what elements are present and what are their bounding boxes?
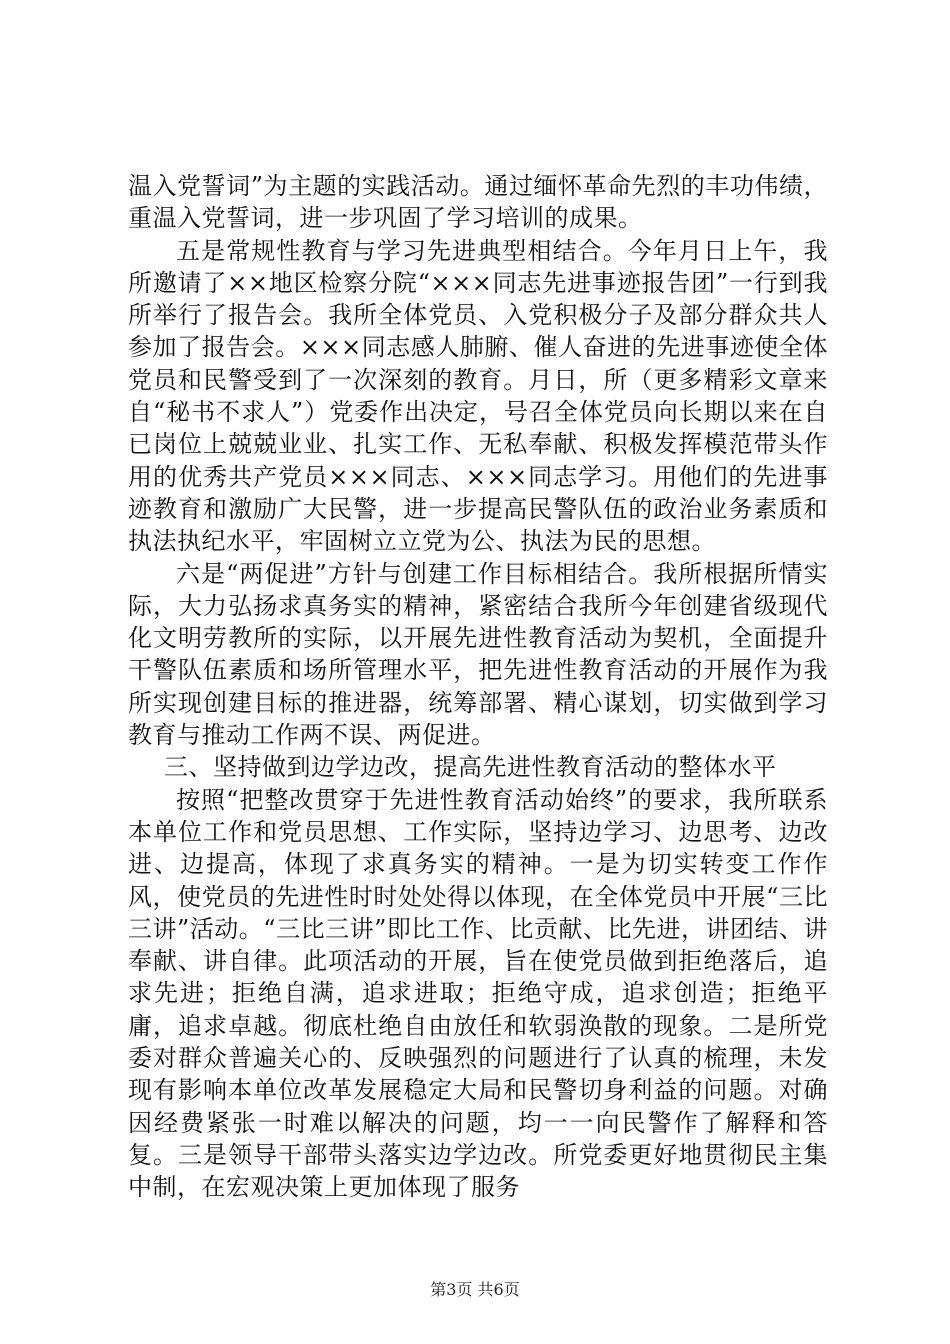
page-number-footer: 第3页 共6页 [430,1280,520,1299]
paragraph-1: 温入党誓词”为主题的实践活动。通过缅怀革命先烈的丰功伟绩，重温入党誓词，进一步巩固了学习培训的成果。 [128,172,828,233]
paragraph-3: 六是“两促进”方针与创建工作目标相结合。我所根据所情实际，大力弘扬求真务实的精神，紧密结合我所今年创建省级现代化文明劳教所的实际，以开展先进性教育活动为契机，全面提升干警队伍素质和场所管理水平，把先进性教育活动的开展作为我所实现创建目标的推进器，统筹部署、精心谋划，切实做到学习教育与推动工作两不误、两促进。 [128,559,828,750]
document-body [128,170,828,1204]
paragraph-4: 按照“把整改贯穿于先进性教育活动始终”的要求，我所联系本单位工作和党员思想、工作实际，坚持边学习、边思考、边改进、边提高，体现了求真务实的精神。一是为切实转变工作作风，使党员的先进性时时处处得以体现，在全体党员中开展“三比三讲”活动。“三比三讲”即比工作、比贡献、比先进，讲团结、讲奉献、讲自律。此项活动的开展，旨在使党员做到拒绝落后，追求先进；拒绝自满，追求进取；拒绝守成，追求创造；拒绝平庸，追求卓越。彻底杜绝自由放任和软弱涣散的现象。二是所党委对群众普遍关心的、反映强烈的问题进行了认真的梳理，未发现有影响本单位改革发展稳定大局和民警切身利益的问题。对确因经费紧张一时难以解决的问题，均一一向民警作了解释和答复。三是领导干部带头落实边学边改。所党委更好地贯彻民主集中制，在宏观决策上更加体现了服务 [128,785,828,1202]
paragraph-2: 五是常规性教育与学习先进典型相结合。今年月日上午，我所邀请了××地区检察分院“×××同志先进事迹报告团”一行到我所举行了报告会。我所全体党员、入党积极分子及部分群众共人参加了报告会。×××同志感人肺腑、催人奋进的先进事迹使全体党员和民警受到了一次深刻的教育。月日，所（更多精彩文章来自“秘书不求人”）党委作出决定，号召全体党员向长期以来在自已岗位上兢兢业业、扎实工作、无私奉献、积极发挥模范带头作用的优秀共产党员×××同志、×××同志学习。用他们的先进事迹教育和激励广大民警，进一步提高民警队伍的政治业务素质和执法执纪水平，牢固树立立党为公、执法为民的思想。 [128,236,828,556]
section-heading: 三、坚持做到边学边改，提高先进性教育活动的整体水平 [164,753,777,782]
